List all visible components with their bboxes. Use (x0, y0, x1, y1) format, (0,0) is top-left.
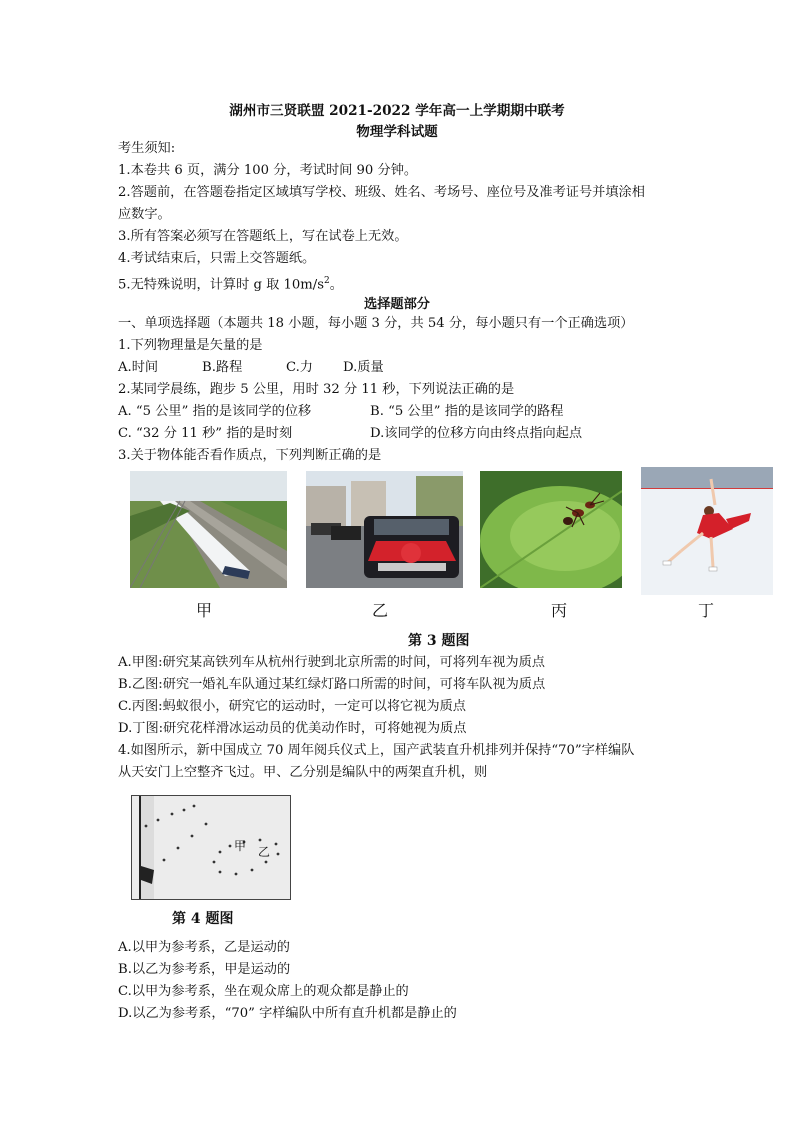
question-1-stem: 1.下列物理量是矢量的是 (118, 338, 263, 353)
image-label-bing: 丙 (551, 601, 568, 620)
q4-option-d: D.以乙为参考系，“70” 字样编队中所有直升机都是静止的 (118, 1006, 457, 1021)
notice-item: 5.无特殊说明，计算时 g 取 $10m/s^2$。 (118, 276, 343, 293)
figure-label-yi: 乙 (258, 845, 271, 859)
q2-option-d: D.该同学的位移方向由终点指向起点 (370, 426, 583, 441)
question-4-stem-line1: 4.如图所示，新中国成立 70 周年阅兵仪式上，国产武装直升机排列并保持“70”字样编队 (118, 743, 635, 758)
wedding-car-photo (306, 471, 463, 588)
train-photo (130, 471, 287, 588)
question-3-stem: 3.关于物体能否看作质点，下列判断正确的是 (118, 448, 382, 463)
exam-title: 湖州市三贤联盟 2021-2022 学年高一上学期期中联考 (229, 103, 565, 119)
figure-skater-photo (641, 467, 773, 595)
image-label-jia: 甲 (196, 601, 213, 620)
notice-heading: 考生须知: (118, 141, 176, 156)
figure-label-jia: 甲 (234, 839, 247, 853)
q2-option-b: B. “5 公里” 指的是该同学的路程 (370, 404, 564, 419)
helicopter-formation-figure (131, 795, 291, 900)
figure-4-caption: 第 4 题图 (172, 911, 234, 927)
image-label-ding: 丁 (698, 601, 715, 620)
q1-option-c: C.力 (286, 360, 313, 375)
figure-3-caption: 第 3 题图 (408, 633, 470, 649)
notice-item: 3.所有答案必须写在答题纸上，写在试卷上无效。 (118, 229, 408, 244)
section-intro: 一、单项选择题（本题共 18 小题，每小题 3 分，共 54 分，每小题只有一个正确选项） (118, 316, 634, 331)
subject-title: 物理学科试题 (356, 124, 438, 140)
notice-item: 应数字。 (118, 207, 171, 222)
q1-option-b: B.路程 (202, 360, 243, 375)
image-label-yi: 乙 (372, 601, 389, 620)
question-2-stem: 2.某同学晨练，跑步 5 公里，用时 32 分 11 秒，下列说法正确的是 (118, 382, 515, 397)
notice-item: 1.本卷共 6 页，满分 100 分，考试时间 90 分钟。 (118, 163, 418, 178)
q3-option-a: A.甲图:研究某高铁列车从杭州行驶到北京所需的时间，可将列车视为质点 (118, 655, 545, 670)
q3-option-b: B.乙图:研究一婚礼车队通过某红绿灯路口所需的时间，可将车队视为质点 (118, 677, 546, 692)
q4-option-a: A.以甲为参考系，乙是运动的 (118, 940, 290, 955)
q2-option-a: A. “5 公里” 指的是该同学的位移 (118, 404, 312, 419)
notice-item: 2.答题前，在答题卷指定区域填写学校、班级、姓名、考场号、座位号及准考证号并填涂相 (118, 185, 645, 200)
q3-option-d: D.丁图:研究花样滑冰运动员的优美动作时，可将她视为质点 (118, 721, 467, 736)
q1-option-a: A.时间 (118, 360, 159, 375)
ant-on-leaf-photo (480, 471, 622, 588)
q4-option-c: C.以甲为参考系，坐在观众席上的观众都是静止的 (118, 984, 409, 999)
section-title: 选择题部分 (364, 297, 430, 312)
question-4-stem-line2: 从天安门上空整齐飞过。甲、乙分别是编队中的两架直升机，则 (118, 765, 488, 780)
q1-option-d: D.质量 (343, 360, 384, 375)
notice-item: 4.考试结束后，只需上交答题纸。 (118, 251, 316, 266)
q3-option-c: C.丙图:蚂蚁很小，研究它的运动时，一定可以将它视为质点 (118, 699, 466, 714)
q2-option-c: C. “32 分 11 秒” 指的是时刻 (118, 426, 293, 441)
q4-option-b: B.以乙为参考系，甲是运动的 (118, 962, 291, 977)
